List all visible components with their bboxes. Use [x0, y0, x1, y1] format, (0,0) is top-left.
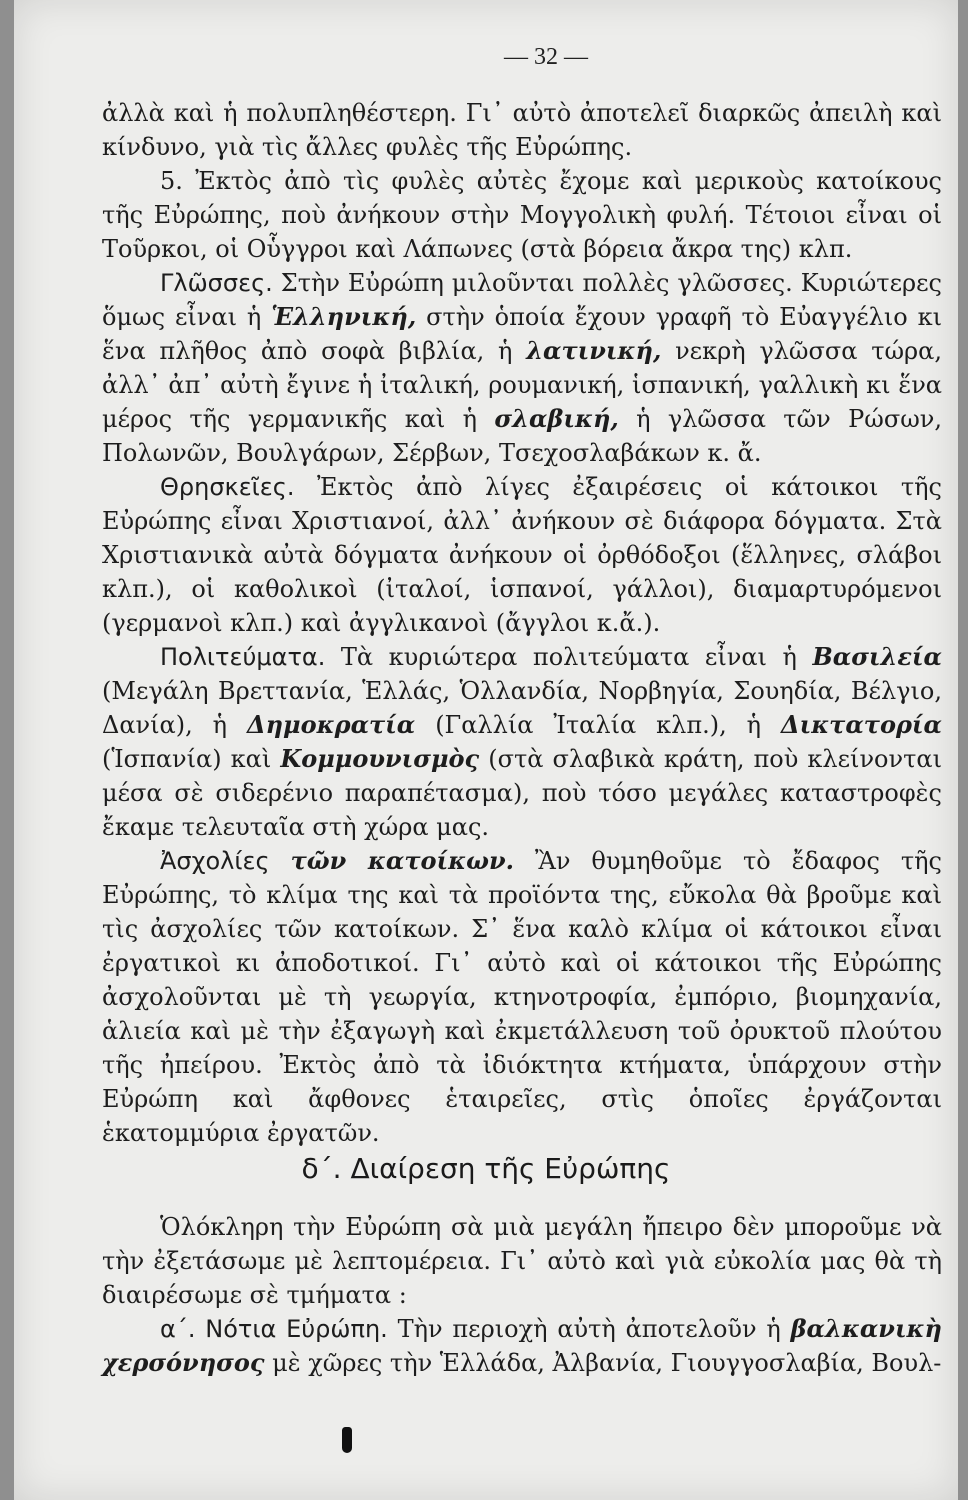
- paragraph-continuation: [102, 96, 942, 164]
- paragraph-languages: [102, 266, 942, 470]
- p3-text-3: νεκρὴ γλῶσσα τώρα, ἀλλ᾽ ἀπ᾽ αὐτὴ ἔγινε ἡ ἰταλική, ρουμανική, ἱσπανική, γαλλικὴ κι ἕνα μέρος τῆς γερμανικῆς καὶ ἡ: [102, 337, 943, 433]
- languages-heading: Γλῶσσες.: [160, 269, 273, 297]
- p8-text-2: μὲ χῶρες τὴν Ἑλλάδα, Ἀλβανία, Γιουγγοσλαβία, Βουλ-: [264, 1349, 942, 1377]
- ink-mark-icon: [342, 1427, 352, 1453]
- dictatorship-emphasis: Δικτατορία: [780, 710, 942, 739]
- paragraph-division-intro: [102, 1210, 942, 1312]
- greek-emphasis: Ἑλληνική,: [271, 302, 417, 331]
- p5-text-3: (Γαλλία Ἰταλία κλπ.), ἡ: [415, 711, 781, 739]
- p7-text: Ὁλόκληρη τὴν Εὐρώπη σὰ μιὰ μεγάλη ἤπειρο δὲν μποροῦμε νὰ τὴν ἐξετάσωμε μὲ λεπτομέρεια. Γι᾽ αὐτὸ καὶ γιὰ εὐκολία μας θὰ τὴ διαιρέσωμε σὲ τμήματα :: [102, 1213, 942, 1309]
- democracy-emphasis: Δημοκρατία: [246, 710, 416, 739]
- slavic-emphasis: σλαβική,: [494, 404, 619, 433]
- latin-emphasis: λατινική,: [526, 336, 662, 365]
- paragraph-southern-europe: [102, 1312, 942, 1380]
- balkan-emphasis: βαλκανικὴ χερσόνησος: [102, 1314, 942, 1377]
- p6-text-1: Ἂν θυμηθοῦμε τὸ ἔδαφος τῆς Εὐρώπης, τὸ κλίμα της καὶ τὰ προϊόντα της, εὔκολα θὰ βροῦμε καὶ τὶς ἀσχολίες τῶν κατοίκων. Σ᾽ ἕνα καλὸ κλίμα οἱ κάτοικοι εἶναι ἐργατικοὶ κι ἀποδοτικοί. Γι᾽ αὐτὸ καὶ οἱ κάτοικοι τῆς Εὐρώπης ἀσχολοῦνται μὲ τὴ γεωργία, κτηνοτροφία, ἐμπόριο, βιομηχανία, ἁλιεία καὶ μὲ τὴν ἐξαγωγὴ καὶ ἐκμετάλλευση τοῦ ὀρυκτοῦ πλούτου τῆς ἠπείρου. Ἐκτὸς ἀπὸ τὰ ἰδιόκτητα κτήματα, ὑπάρχουν στὴν Εὐρώπη καὶ ἄφθονες ἑταιρεῖες, στὶς ὁποῖες ἐργάζονται ἑκατομμύρια ἐργατῶν.: [102, 847, 942, 1147]
- paragraph-occupations: [102, 844, 942, 1150]
- p4-text-1: Ἐκτὸς ἀπὸ λίγες ἐξαιρέσεις οἱ κάτοικοι τῆς Εὐρώπης εἶναι Χριστιανοί, ἀλλ᾽ ἀνήκουν σὲ διάφορα δόγματα. Στὰ Χριστιανικὰ αὐτὰ δόγματα ἀνήκουν οἱ ὀρθόδοξοι (ἕλληνες, σλάβοι κλπ.), οἱ καθολικοὶ (ἰταλοί, ἱσπανοί, γάλλοι), διαμαρτυρόμενοι (γερμανοὶ κλπ.) καὶ ἀγγλικανοὶ (ἄγγλοι κ.ἄ.).: [102, 473, 942, 637]
- p5-text-2: (Μεγάλη Βρεττανία, Ἑλλάς, Ὁλλανδία, Νορβηγία, Σουηδία, Βέλγιο, Δανία), ἡ: [102, 677, 942, 739]
- p5-text-5: (στὰ σλαβικὰ κράτη, ποὺ κλείνονται μέσα σὲ σιδερένιο παραπέτασμα), ποὺ τόσο μεγάλες καταστροφὲς ἔκαμε τελευταῖα στὴ χώρα μας.: [102, 745, 942, 841]
- p3-text-1: Στὴν Εὐρώπη μιλοῦνται πολλὲς γλῶσσες. Κυριώτερες ὅμως εἶναι ἡ: [102, 269, 942, 331]
- monarchy-emphasis: Βασιλεία: [812, 642, 942, 671]
- communism-emphasis: Κομμουνισμὸς: [280, 744, 480, 773]
- southern-europe-heading: α΄. Νότια Εὐρώπη.: [160, 1315, 388, 1343]
- governments-heading: Πολιτεύματα.: [160, 643, 326, 671]
- religions-heading: Θρησκεῖες.: [160, 473, 295, 501]
- page-number: — 32 —: [504, 44, 588, 70]
- p2-text: 5. Ἐκτὸς ἀπὸ τὶς φυλὲς αὐτὲς ἔχομε καὶ μερικοὺς κατοίκους τῆς Εὐρώπης, ποὺ ἀνήκουν στὴν Μογγολικὴ φυλή. Τέτοιοι εἶναι οἱ Τοῦρκοι, οἱ Οὗγγροι καὶ Λάπωνες (στὰ βόρεια ἄκρα της) κλπ.: [102, 167, 942, 263]
- paragraph-mongol-race: [102, 164, 942, 266]
- occupations-heading: Ἀσχολίες: [160, 847, 270, 875]
- p5-text-1: Τὰ κυριώτερα πολιτεύματα εἶναι ἡ: [325, 643, 813, 671]
- occupations-heading-emphasis: τῶν κατοίκων.: [290, 846, 515, 875]
- section-title: δ΄. Διαίρεση τῆς Εὐρώπης: [301, 1152, 671, 1185]
- p8-text-1: Τὴν περιοχὴ αὐτὴ ἀποτελοῦν ἡ: [387, 1315, 791, 1343]
- p5-text-4: (Ἱσπανία) καὶ: [102, 745, 281, 773]
- p1-text: ἀλλὰ καὶ ἡ πολυπληθέστερη. Γι᾽ αὐτὸ ἀποτελεῖ διαρκῶς ἀπειλὴ καὶ κίνδυνο, γιὰ τὶς ἄλλες φυλὲς τῆς Εὐρώπης.: [102, 99, 942, 161]
- paragraph-governments: [102, 640, 942, 844]
- book-page: [14, 0, 958, 1500]
- p3-text-2: στὴν ὁποία ἔχουν γραφῆ τὸ Εὐαγγέλιο κι ἕνα πλῆθος ἀπὸ σοφὰ βιβλία, ἡ: [102, 303, 943, 365]
- paragraph-religions: [102, 470, 942, 640]
- p3-text-4: ἡ γλῶσσα τῶν Ρώσων, Πολωνῶν, Βουλγάρων, Σέρβων, Τσεχοσλαβάκων κ. ἄ.: [102, 405, 942, 467]
